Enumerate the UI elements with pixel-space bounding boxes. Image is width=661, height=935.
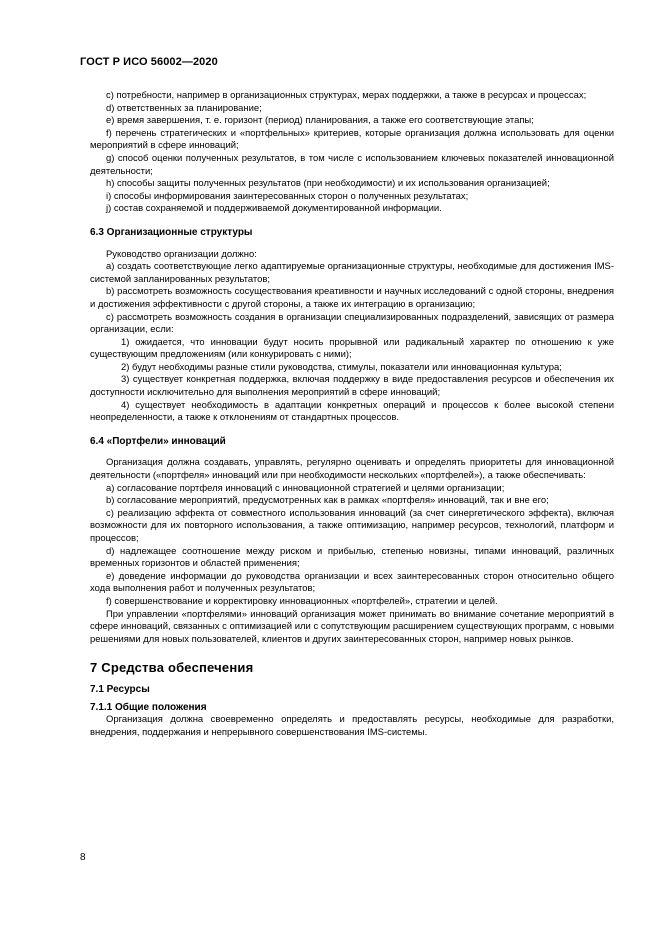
list-item: d) надлежащее соотношение между риском и прибылью, степенью новизны, типами инноваций, различных временных горизонтов и областей применения; xyxy=(90,545,614,570)
list-item: c) рассмотреть возможность создания в организации специализированных подразделений, зависящих от размера организации, если: xyxy=(90,311,614,336)
list-item: b) согласование мероприятий, предусмотренных как в рамках «портфеля» инноваций, так и вне его; xyxy=(106,495,549,507)
sub-list-item: 1) ожидается, что инновации будут носить прорывной или радикальный характер по отношению к уже существующим предложениям (или конкурировать с ними); xyxy=(90,336,614,361)
section-heading-7-1-1: 7.1.1 Общие положения xyxy=(90,701,207,713)
list-item: e) время завершения, т. е. горизонт (период) планирования, а также его соответствующие этапы; xyxy=(106,115,534,127)
page-number: 8 xyxy=(80,852,86,863)
sub-list-item: 3) существует конкретная поддержка, включая поддержку в виде предоставления ресурсов и обеспечения их доступности исключительно для выполнения мероприятий в сфере инноваций; xyxy=(90,374,614,399)
list-item: a) согласование портфеля инноваций с инновационной стратегией и целями организации; xyxy=(106,482,505,494)
list-item: c) реализацию эффекта от совместного использования инноваций (за счет синергетического эффекта), включая возможности для их повторного использования, а также оптимизацию, например ресурсов, технологий, платформ и процессов; xyxy=(90,507,614,544)
section-heading-6-3: 6.3 Организационные структуры xyxy=(90,226,253,238)
list-item: f) совершенствование и корректировку инновационных «портфелей», стратегии и целей. xyxy=(106,595,498,607)
sub-list-item: 2) будут необходимы разные стили руководства, стимулы, показатели или инновационная культура; xyxy=(121,361,562,373)
sub-list-item: 4) существует необходимость в адаптации конкретных операций и процессов к более высокой степени неопределенности, а также к отклонениям от стандартных процессов. xyxy=(90,399,614,424)
section-heading-7-1: 7.1 Ресурсы xyxy=(90,683,150,695)
list-item: e) доведение информации до руководства организации и всех заинтересованных сторон относительно общего хода выполнения работ и полученных результатов; xyxy=(90,570,614,595)
paragraph: При управлении «портфелями» инноваций организация может принимать во внимание сочетание мероприятий в сфере инноваций, связанных с оптимизацией или с сопутствующим расширением существующих программ, с новыми решениями для новых пользователей, клиентов и других заинтересованных сторон, например новых рынков. xyxy=(90,608,614,645)
list-item: j) состав сохраняемой и поддерживаемой документированной информации. xyxy=(106,203,442,215)
list-item: f) перечень стратегических и «портфельных» критериев, которые организация должна использовать для оценки мероприятий в сфере инноваций; xyxy=(90,127,614,152)
list-item: h) способы защиты полученных результатов (при необходимости) и их использования организацией; xyxy=(106,178,550,190)
document-header: ГОСТ Р ИСО 56002—2020 xyxy=(80,56,218,68)
list-item: d) ответственных за планирование; xyxy=(106,102,262,114)
section-heading-6-4: 6.4 «Портфели» инноваций xyxy=(90,435,226,447)
list-item: g) способ оценки полученных результатов, в том числе с использованием ключевых показателей инновационной деятельности; xyxy=(90,152,614,177)
list-item: i) способы информирования заинтересованных сторон о полученных результатах; xyxy=(106,190,469,202)
paragraph: Руководство организации должно: xyxy=(106,248,257,260)
paragraph: Организация должна своевременно определять и предоставлять ресурсы, необходимые для разработки, внедрения, поддержания и непрерывного совершенствования IMS-системы. xyxy=(90,714,614,738)
chapter-heading-7: 7 Средства обеспечения xyxy=(90,660,254,676)
list-item: c) потребности, например в организационных структурах, мерах поддержки, а также в ресурсах и процессах; xyxy=(106,90,587,101)
paragraph: Организация должна создавать, управлять, регулярно оценивать и определять приоритеты для инновационной деятельности («портфеля» инноваций или при необходимости нескольких «портфелей»), а также обеспечивать: xyxy=(90,457,614,482)
list-item: a) создать соответствующие легко адаптируемые организационные структуры, необходимые для достижения IMS-системой запланированных результатов; xyxy=(90,261,614,285)
list-item: b) рассмотреть возможность сосуществования креативности и научных исследований с одной стороны, внедрения и достижения эффективности с другой стороны, а также их интеграцию в организацию; xyxy=(90,286,614,310)
document-body xyxy=(90,90,614,739)
